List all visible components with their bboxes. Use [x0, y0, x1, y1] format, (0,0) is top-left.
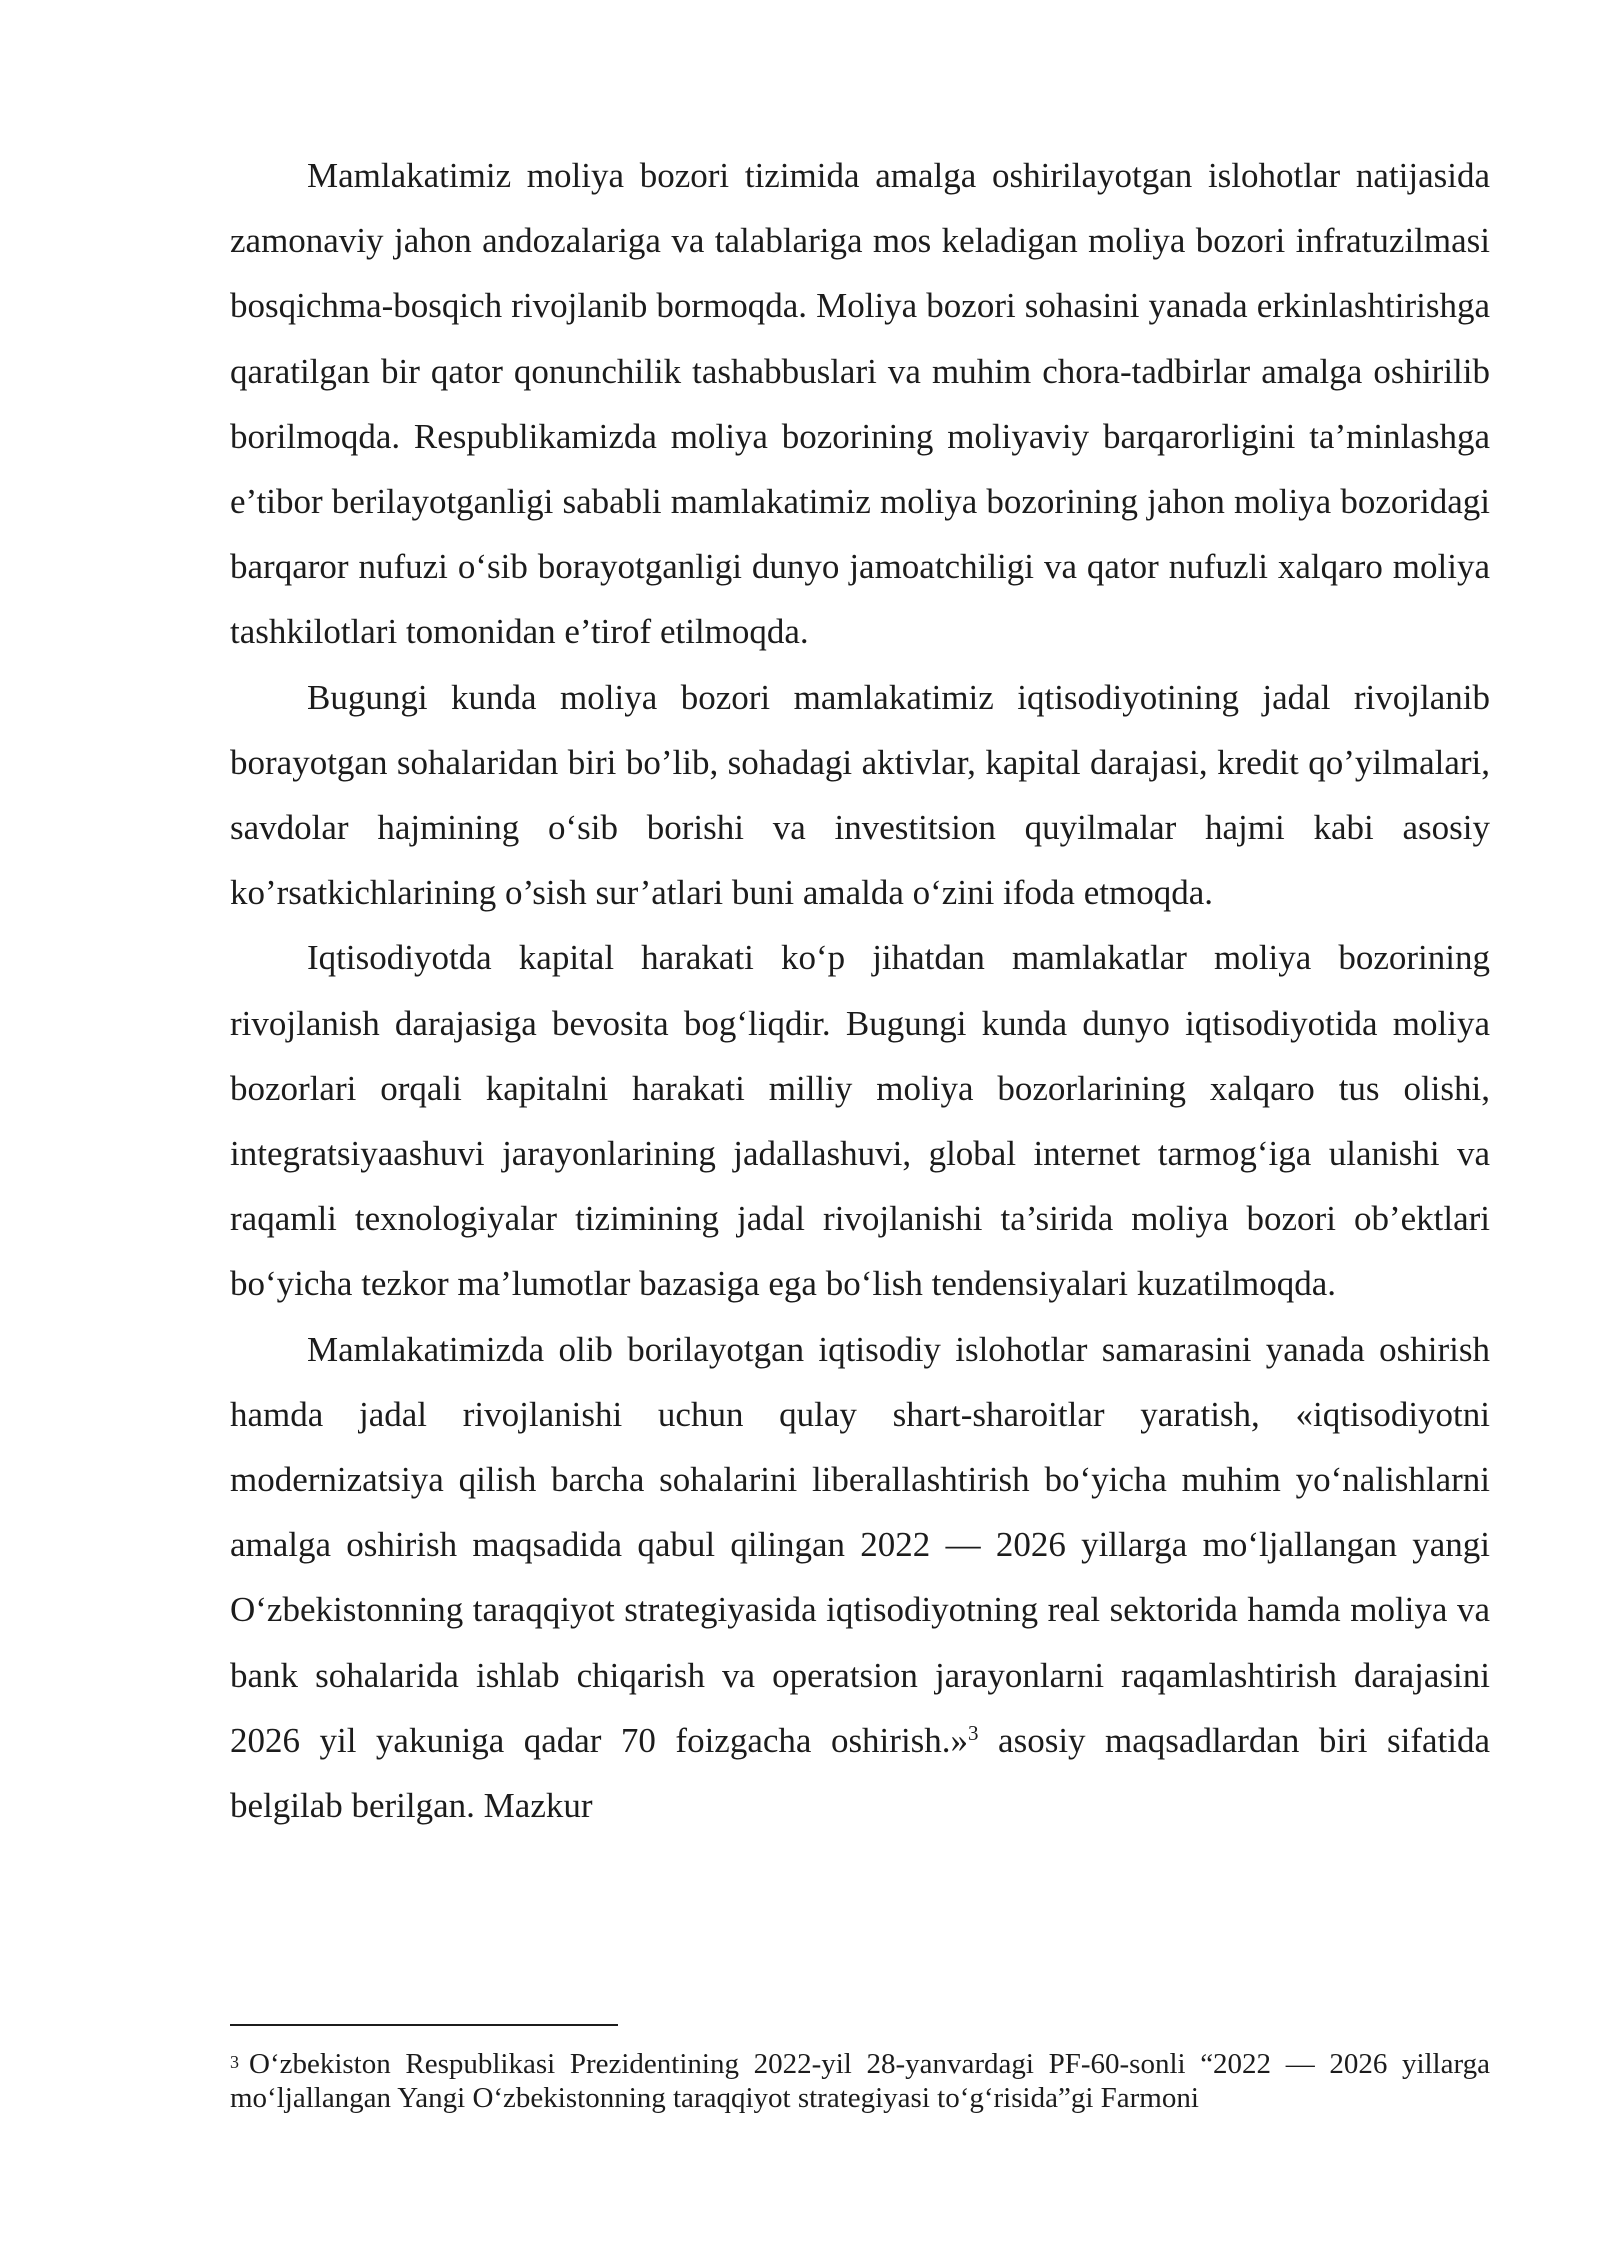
paragraph-4: [230, 1317, 1490, 1839]
footnote-reference[interactable]: 3: [968, 1720, 979, 1745]
paragraph-2: Bugungi kunda moliya bozori mamlakatimiz iqtisodiyotining jadal rivojlanib borayotgan sohalaridan biri bo’lib, sohadagi aktivlar, kapital darajasi, kredit qo’yilmalari, savdolar hajmining o‘sib borishi va investitsion quyilmalar hajmi kabi asosiy ko’rsatkichlarining o’sish sur’atlari buni amalda o‘zini ifoda etmoqda.: [230, 677, 1490, 913]
paragraph-4-continuation: asosiy maqsadlardan biri sifatida belgilab berilgan. Mazkur: [230, 1720, 1490, 1826]
footnote-mark: 3: [230, 2052, 239, 2072]
paragraph-3: Iqtisodiyotda kapital harakati ko‘p jihatdan mamlakatlar moliya bozorining rivojlanish darajasiga bevosita bog‘liqdir. Bugungi kunda dunyo iqtisodiyotida moliya bozorlari orqali kapitalni harakati milliy moliya bozorlarining xalqaro tus olishi, integratsiyaashuvi jarayonlarining jadallashuvi, global internet tarmog‘iga ulanishi va raqamli texnologiyalar tizimining jadal rivojlanishi ta’sirida moliya bozori ob’ektlari bo‘yicha tezkor ma’lumotlar bazasiga ega bo‘lish tendensiyalari kuzatilmoqda.: [230, 938, 1490, 1304]
footnote: [230, 2047, 1490, 2115]
paragraph-1: Mamlakatimiz moliya bozori tizimida amalga oshirilayotgan islohotlar natijasida zamonaviy jahon andozalariga va talablariga mos keladigan moliya bozori infratuzilmasi bosqichma-bosqich rivojlanib bormoqda. Moliya bozori sohasini yanada erkinlashtirishga qaratilgan bir qator qonunchilik tashabbuslari va muhim chora-tadbirlar amalga oshirilib borilmoqda. Respublikamizda moliya bozorining moliyaviy barqarorligini ta’minlashga e’tibor berilayotganligi sababli mamlakatimiz moliya bozorining jahon moliya bozoridagi barqaror nufuzi o‘sib borayotganligi dunyo jamoatchiligi va qator nufuzli xalqaro moliya tashkilotlari tomonidan e’tirof etilmoqda.: [230, 156, 1490, 652]
footnote-text: O‘zbekiston Respublikasi Prezidentining 2022-yil 28-yanvardagi PF-60-sonli “2022 — 2026 yillarga mo‘ljallangan Yangi O‘zbekistonning taraqqiyot strategiyasi to‘g‘risida”gi Farmoni: [230, 2048, 1490, 2114]
body-text: [230, 143, 1490, 1838]
paragraph-4-text: Mamlakatimizda olib borilayotgan iqtisodiy islohotlar samarasini yanada oshirish hamda jadal rivojlanishi uchun qulay shart-sharoitlar yaratish, «iqtisodiyotni modernizatsiya qilish barcha sohalarini liberallashtirish bo‘yicha muhim yo‘nalishlarni amalga oshirish maqsadida qabul qilingan 2022 — 2026 yillarga mo‘ljallangan yangi O‘zbekistonning taraqqiyot strategiyasida iqtisodiyotning real sektorida hamda moliya va bank sohalarida ishlab chiqarish va operatsion jarayonlarni raqamlashtirish darajasini 2026 yil yakuniga qadar 70 foizgacha oshirish.»: [230, 1329, 1490, 1760]
footnote-separator: [230, 2024, 618, 2026]
